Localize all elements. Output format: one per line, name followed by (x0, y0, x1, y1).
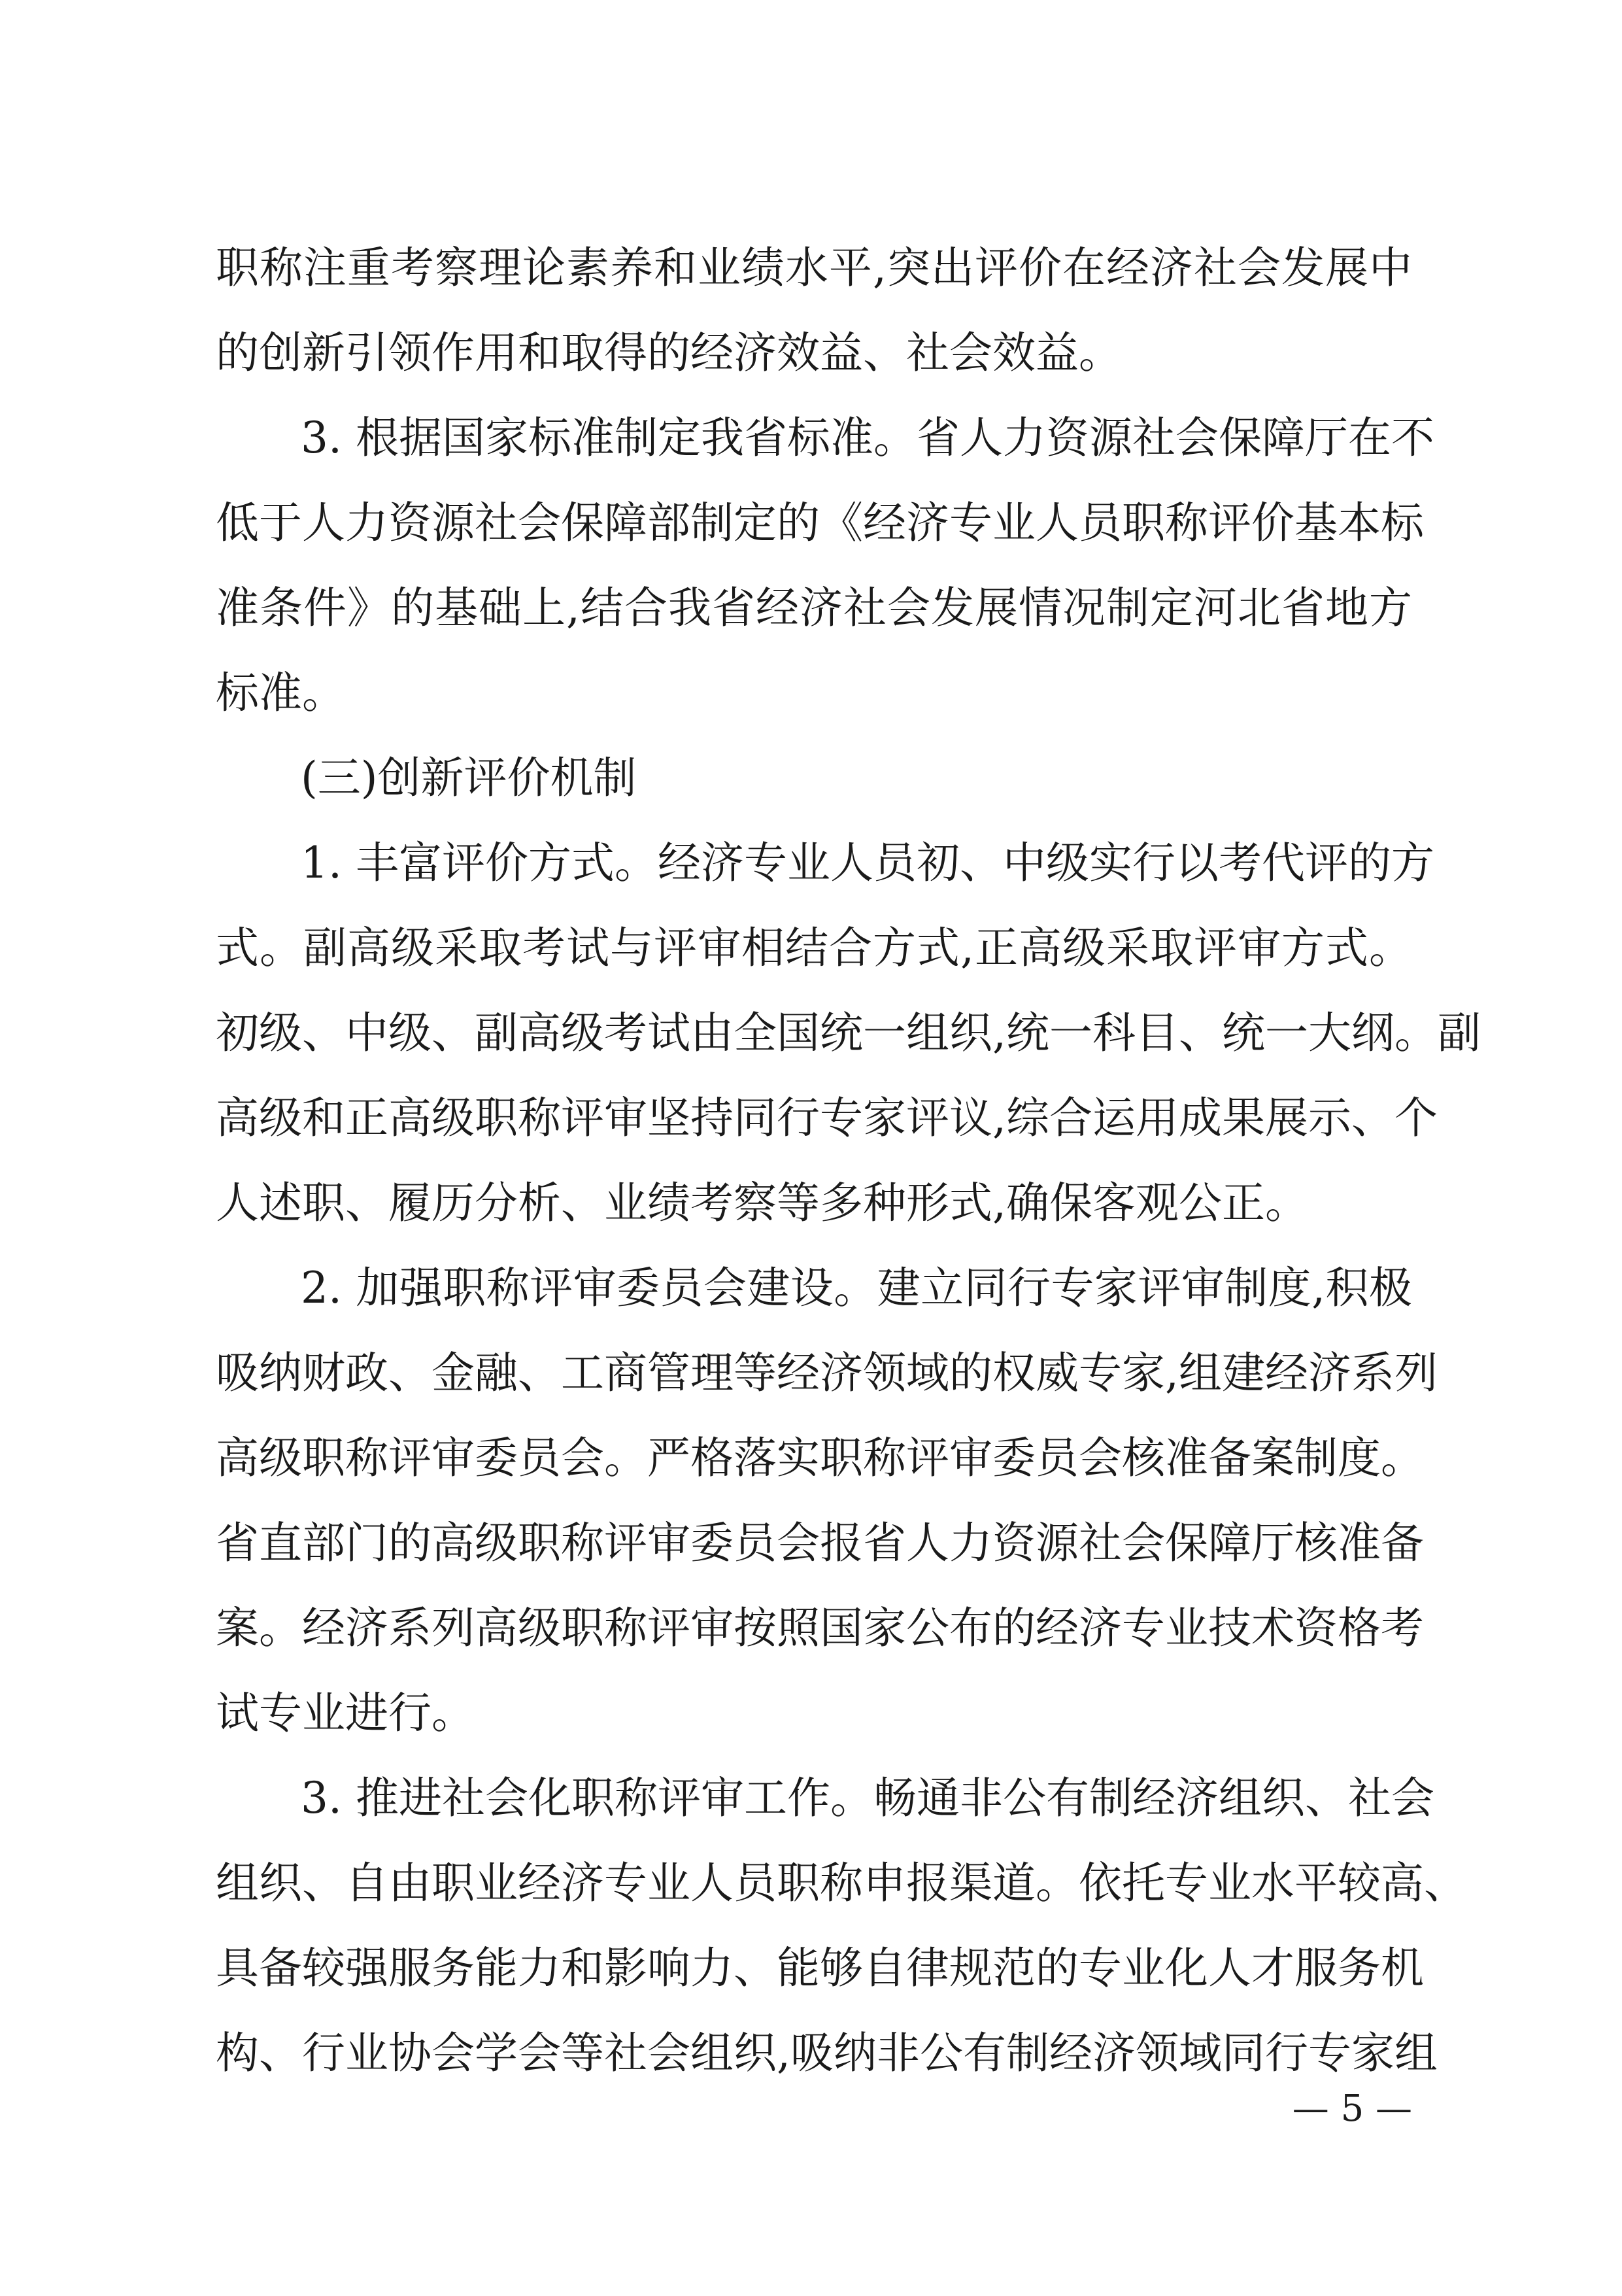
text-line: 3. 推进社会化职称评审工作。畅通非公有制经济组织、社会 (301, 1773, 1434, 1823)
text-line: 职称注重考察理论素养和业绩水平,突出评价在经济社会发展中 (216, 243, 1412, 293)
text-line: 标准。 (216, 668, 345, 718)
text-line: 省直部门的高级职称评审委员会报省人力资源社会保障厅核准备 (216, 1518, 1424, 1568)
text-line: 具备较强服务能力和影响力、能够自律规范的专业化人才服务机 (216, 1943, 1424, 1993)
page-number: — 5 — (1292, 2087, 1412, 2130)
text-line: 的创新引领作用和取得的经济效益、社会效益。 (216, 328, 1122, 378)
text-line: 高级和正高级职称评审坚持同行专家评议,综合运用成果展示、个 (216, 1093, 1438, 1143)
text-line: 人述职、履历分析、业绩考察等多种形式,确保客观公正。 (216, 1178, 1308, 1228)
body-text (216, 226, 1481, 2096)
text-line: 1. 丰富评价方式。经济专业人员初、中级实行以考代评的方 (301, 838, 1434, 888)
text-line: 试专业进行。 (216, 1688, 475, 1738)
text-line: 构、行业协会学会等社会组织,吸纳非公有制经济领域同行专家组 (216, 2028, 1438, 2078)
text-line: 准条件》的基础上,结合我省经济社会发展情况制定河北省地方 (216, 583, 1412, 633)
text-line: 2. 加强职称评审委员会建设。建立同行专家评审制度,积极 (301, 1263, 1412, 1313)
text-line: 吸纳财政、金融、工商管理等经济领域的权威专家,组建经济系列 (216, 1348, 1438, 1398)
text-line: 3. 根据国家标准制定我省标准。省人力资源社会保障厅在不 (301, 413, 1434, 463)
text-line: 低于人力资源社会保障部制定的《经济专业人员职称评价基本标 (216, 498, 1424, 548)
text-line: 初级、中级、副高级考试由全国统一组织,统一科目、统一大纲。副 (216, 1008, 1481, 1058)
text-line: 式。副高级采取考试与评审相结合方式,正高级采取评审方式。 (216, 923, 1412, 973)
text-line: (三)创新评价机制 (301, 753, 637, 803)
text-line: 组织、自由职业经济专业人员职称申报渠道。依托专业水平较高、 (216, 1858, 1467, 1908)
text-line: 高级职称评审委员会。严格落实职称评审委员会核准备案制度。 (216, 1433, 1424, 1483)
text-line: 案。经济系列高级职称评审按照国家公布的经济专业技术资格考 (216, 1603, 1424, 1653)
